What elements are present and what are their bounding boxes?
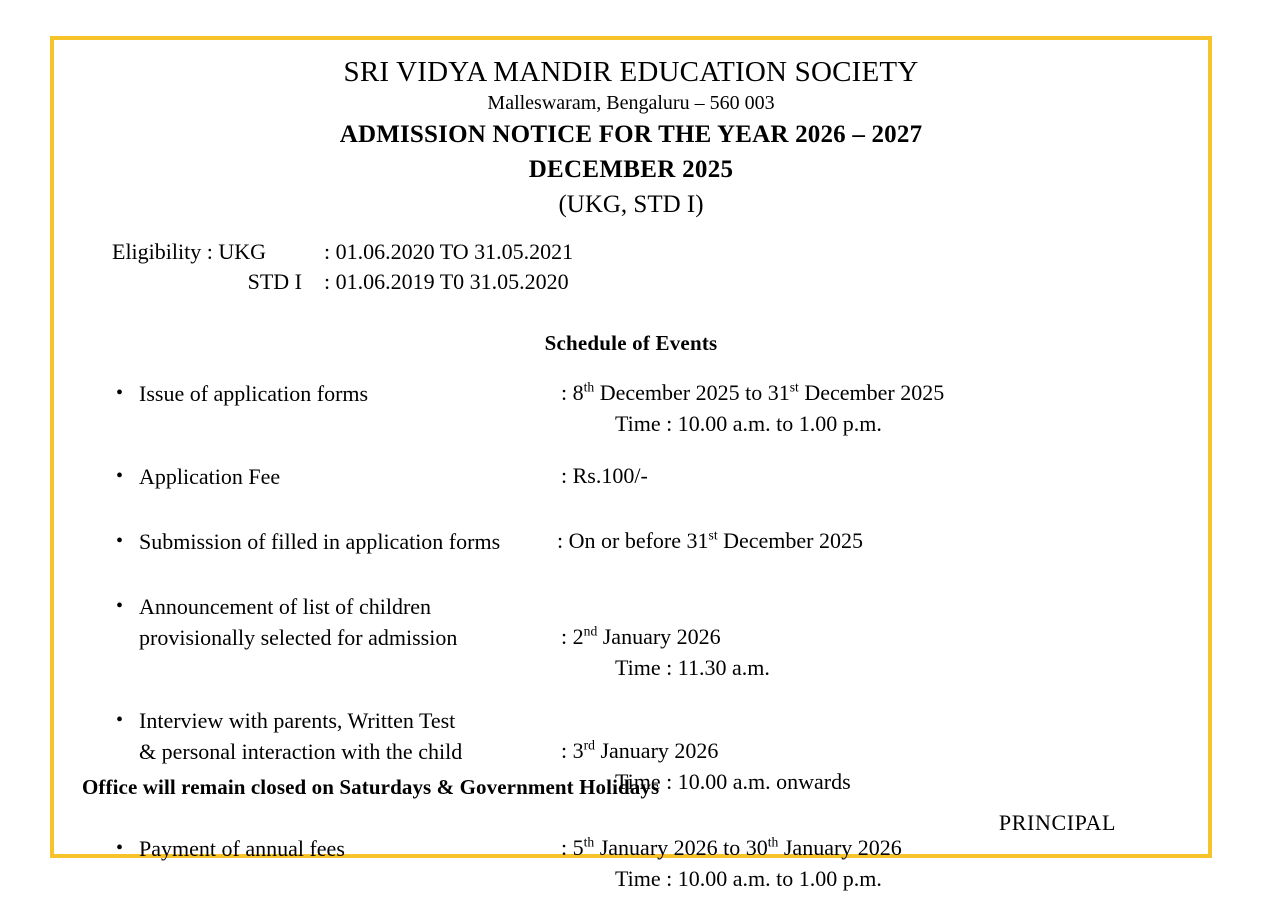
schedule-value: : On or before 31st December 2025	[557, 527, 863, 553]
schedule-item-payment-of-fees	[54, 833, 1208, 894]
schedule-label: Application Fee	[139, 464, 281, 489]
schedule-label: Interview with parents, Written Test & personal interaction with the child	[139, 708, 463, 764]
schedule-label: Payment of annual fees	[139, 836, 345, 861]
schedule-item-announcement-of-list	[54, 591, 1208, 683]
schedule-value: : 2nd January 2026	[561, 623, 721, 649]
ordinal-suffix: rd	[583, 737, 595, 753]
eligibility-value-std1: : 01.06.2019 T0 31.05.2020	[324, 269, 569, 294]
schedule-value: : 3rd January 2026	[561, 737, 719, 763]
schedule-time: Time : 10.00 a.m. onwards	[615, 769, 851, 794]
schedule-label: Submission of filled in application forms	[139, 529, 501, 554]
schedule-time: Time : 11.30 a.m.	[615, 655, 770, 680]
ordinal-suffix: nd	[583, 623, 598, 639]
admission-notice-frame	[50, 36, 1212, 891]
notice-month: DECEMBER 2025	[528, 156, 734, 183]
schedule-label: Issue of application forms	[139, 381, 369, 406]
bullet-icon: •	[116, 465, 124, 487]
organization-name: SRI VIDYA MANDIR EDUCATION SOCIETY	[343, 56, 919, 88]
bullet-icon: •	[116, 530, 124, 552]
schedule-label: Announcement of list of children provisionally selected for admission	[139, 594, 458, 650]
notice-title: ADMISSION NOTICE FOR THE YEAR 2026 – 2027	[339, 121, 923, 148]
schedule-item-submission-of-forms	[54, 526, 1208, 557]
eligibility-section	[54, 237, 1208, 297]
ordinal-suffix: st	[789, 379, 799, 395]
schedule-heading: Schedule of Events	[544, 331, 718, 355]
schedule-time: Time : 10.00 a.m. to 1.00 p.m.	[615, 866, 882, 891]
organization-address: Malleswaram, Bengaluru – 560 003	[487, 92, 775, 114]
schedule-value: : Rs.100/-	[561, 463, 648, 488]
eligibility-value-ukg: : 01.06.2020 TO 31.05.2021	[324, 239, 574, 264]
bullet-icon: •	[116, 837, 124, 859]
ordinal-suffix: st	[708, 527, 718, 543]
ordinal-suffix: th	[583, 834, 595, 850]
ordinal-suffix: th	[583, 379, 595, 395]
bullet-icon: •	[116, 709, 124, 731]
schedule-item-issue-of-forms	[54, 378, 1208, 439]
bullet-icon: •	[116, 595, 124, 617]
notice-classes: (UKG, STD I)	[558, 191, 704, 218]
eligibility-label-std1: STD I	[247, 269, 302, 294]
bullet-icon: •	[116, 382, 124, 404]
schedule-value: : 8th December 2025 to 31st December 2025	[561, 379, 945, 405]
eligibility-label-ukg: Eligibility : UKG	[112, 239, 266, 264]
office-closed-note: Office will remain closed on Saturdays & Government Holidays	[82, 775, 660, 799]
eligibility-row-ukg	[112, 237, 1208, 267]
notice-header	[54, 40, 1208, 223]
schedule-value: : 5th January 2026 to 30th January 2026	[561, 834, 902, 860]
schedule-item-application-fee	[54, 461, 1208, 492]
ordinal-suffix: th	[767, 834, 779, 850]
principal-signature: PRINCIPAL	[998, 810, 1116, 835]
schedule-time: Time : 10.00 a.m. to 1.00 p.m.	[615, 411, 882, 436]
eligibility-row-std1	[112, 267, 1208, 297]
